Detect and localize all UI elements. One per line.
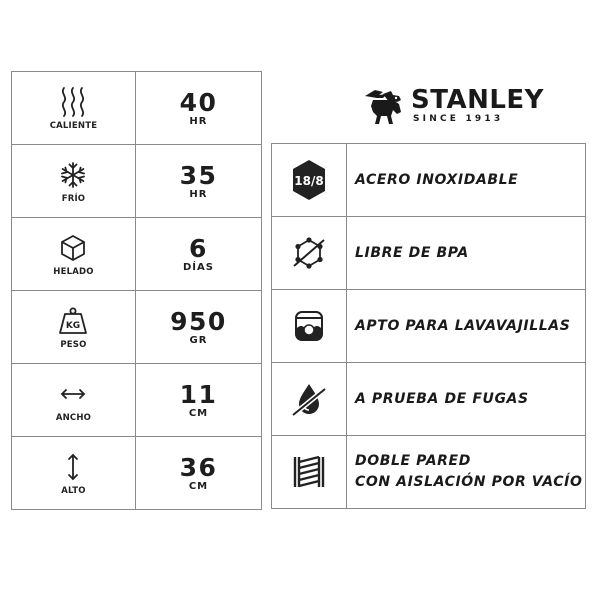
feature-label: [347, 451, 585, 493]
spec-value: 36: [179, 452, 218, 482]
feature-row-acero: [272, 144, 586, 217]
brand-since: SINCE 1913: [413, 114, 504, 124]
feature-label-cell: [347, 363, 586, 436]
feature-row-bpa: [272, 217, 586, 290]
spec-label: PESO: [60, 340, 87, 350]
specs-table: [11, 71, 262, 510]
spec-label: HELADO: [53, 267, 94, 277]
steel-badge-text: 18/8: [294, 174, 324, 188]
feature-label-cell: [347, 144, 586, 217]
feature-label-cell: [347, 436, 586, 509]
feature-row-doble-pared: [272, 436, 586, 509]
dishwasher-icon: [289, 306, 329, 346]
spec-value-cell: [135, 437, 261, 510]
spec-unit: HR: [189, 188, 208, 200]
spec-value: 35: [179, 160, 218, 190]
spec-unit: GR: [189, 334, 208, 346]
feature-icon-cell: [272, 436, 347, 509]
spec-icon-cell: [12, 364, 136, 437]
feature-row-fugas: [272, 363, 586, 436]
weight-icon: [12, 304, 135, 338]
steel-18-8-badge-icon: [287, 158, 331, 202]
feature-icon-cell: [272, 217, 347, 290]
spec-row-ancho: [12, 364, 262, 437]
spec-unit: DÍAS: [182, 261, 214, 273]
spec-icon-cell: [12, 437, 136, 510]
feature-label: LIBRE DE BPA: [355, 244, 469, 261]
feature-icon-cell: [272, 363, 347, 436]
snowflake-icon: [12, 158, 135, 192]
spec-icon-cell: [12, 218, 136, 291]
spec-row-alto: [12, 437, 262, 510]
feature-icon-cell: [272, 144, 347, 217]
spec-icon-cell: [12, 145, 136, 218]
spec-value-cell: [135, 218, 261, 291]
spec-value: 6: [189, 233, 208, 263]
spec-value-cell: [135, 364, 261, 437]
feature-row-lavavajillas: [272, 290, 586, 363]
spec-label: ALTO: [61, 486, 86, 496]
bear-logo-icon: [363, 86, 407, 128]
spec-unit: CM: [188, 407, 209, 419]
height-arrow-icon: [12, 450, 135, 484]
spec-icon-cell: [12, 291, 136, 364]
width-arrow-icon: [12, 377, 135, 411]
spec-row-helado: [12, 218, 262, 291]
feature-label: ACERO INOXIDABLE: [355, 171, 519, 188]
feature-label-cell: [347, 290, 586, 363]
spec-unit: CM: [188, 480, 209, 492]
spec-row-peso: [12, 291, 262, 364]
feature-label: APTO PARA LAVAVAJILLAS: [355, 317, 571, 334]
ice-cube-icon: [12, 231, 135, 265]
spec-value: 40: [179, 87, 218, 117]
spec-icon-cell: [12, 72, 136, 145]
feature-label-line: DOBLE PARED: [355, 453, 471, 469]
features-table: [271, 143, 586, 509]
bpa-free-icon: [289, 233, 329, 273]
leak-proof-drop-icon: [289, 379, 329, 419]
spec-label: FRÍO: [61, 194, 86, 204]
spec-label: ANCHO: [55, 413, 92, 423]
brand-name: STANLEY: [411, 85, 544, 115]
feature-label-line: CON AISLACIÓN POR VACÍO: [355, 474, 583, 490]
heat-waves-icon: [12, 85, 135, 119]
feature-label-cell: [347, 217, 586, 290]
spec-row-caliente: [12, 72, 262, 145]
spec-value: 950: [170, 306, 227, 336]
double-wall-icon: [289, 452, 329, 492]
spec-value: 11: [179, 379, 218, 409]
feature-label: A PRUEBA DE FUGAS: [355, 390, 529, 407]
spec-value-cell: [135, 72, 261, 145]
spec-label: CALIENTE: [49, 121, 98, 131]
spec-value-cell: [135, 145, 261, 218]
feature-icon-cell: [272, 290, 347, 363]
spec-unit: HR: [189, 115, 208, 127]
weight-icon-text: KG: [66, 321, 81, 331]
spec-row-frio: [12, 145, 262, 218]
spec-value-cell: [135, 291, 261, 364]
brand-logo: [363, 86, 578, 128]
